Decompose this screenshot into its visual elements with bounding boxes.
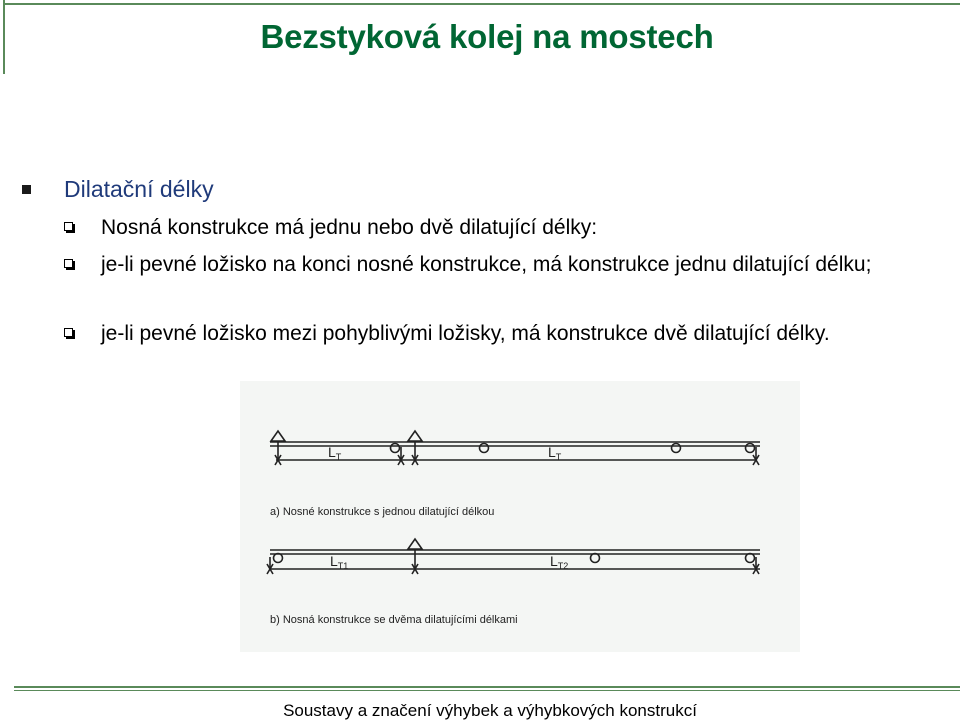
diagram-b-label-1: L [330, 553, 338, 569]
diagram-a-label-left: L [328, 444, 336, 460]
bridge-diagram [240, 381, 800, 652]
square-bullet-icon [22, 185, 31, 194]
footer-text: Soustavy a značení výhybek a výhybkových konstrukcí [283, 701, 697, 720]
svg-text:LT: $L_T$ [328, 444, 342, 462]
svg-text:LT1: $L_{T1}$ [330, 553, 349, 571]
main-bullet-text: Dilatační délky [64, 176, 214, 202]
corner-horizontal-line [3, 3, 960, 5]
diagram-b-label-2: L [550, 553, 558, 569]
svg-text:LT2: $L_{T2}$ [550, 553, 569, 571]
checkbox-bullet-icon [64, 259, 73, 268]
svg-text:LT: $L_T$ [548, 444, 562, 462]
checkbox-bullet-icon [64, 328, 73, 337]
footer-divider-thin [14, 690, 960, 691]
diagram-a-caption: a) Nosné konstrukce s jednou dilatující délkou [270, 506, 495, 518]
footer-divider [14, 686, 960, 688]
diagram-a-label-right: L [548, 444, 556, 460]
sub-bullet-text: je-li pevné ložisko mezi pohyblivými ložisky, má konstrukce dvě dilatující délky. [101, 322, 830, 345]
slide-title: Bezstyková kolej na mostech [260, 18, 714, 55]
checkbox-bullet-icon [64, 222, 73, 231]
sub-bullet-text: je-li pevné ložisko na konci nosné konstrukce, má konstrukce jednu dilatující délku; [101, 253, 872, 276]
diagram-b-caption: b) Nosná konstrukce se dvěma dilatujícími délkami [270, 614, 518, 626]
sub-bullet-text: Nosná konstrukce má jednu nebo dvě dilatující délky: [101, 216, 598, 239]
